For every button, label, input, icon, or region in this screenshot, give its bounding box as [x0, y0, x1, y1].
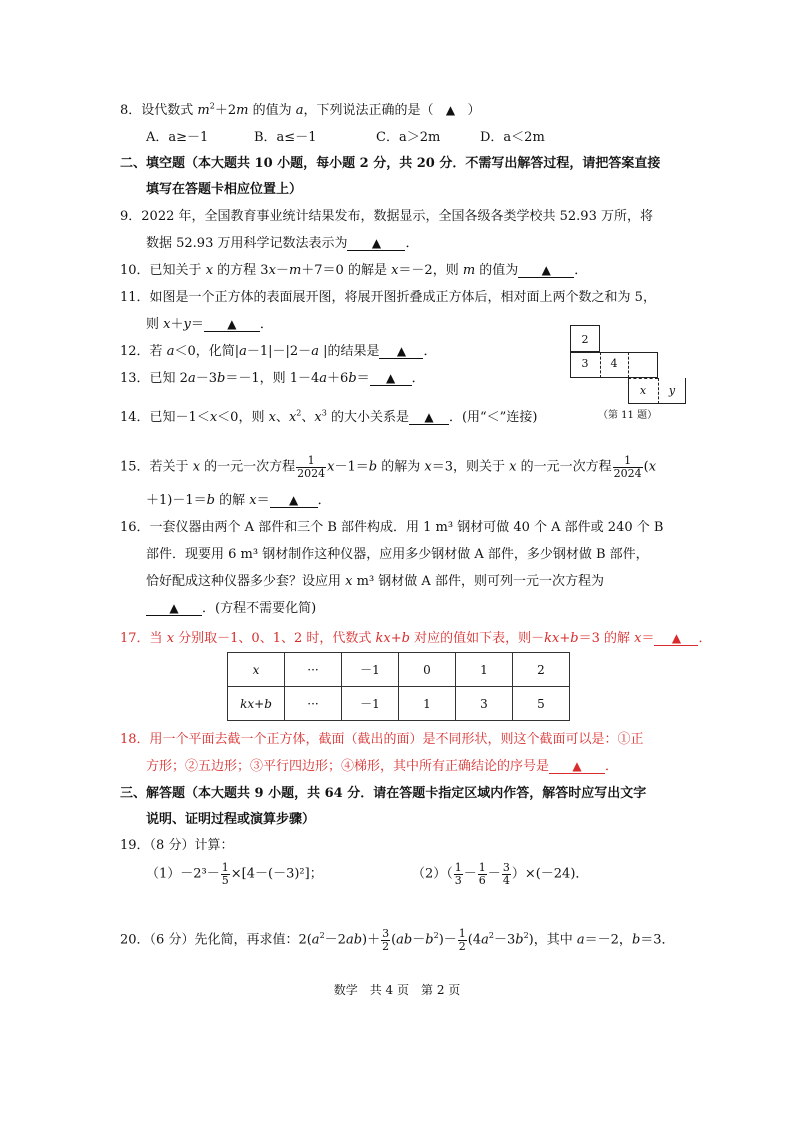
table-row [228, 687, 570, 721]
q9-line2: 数据 52.93 万用科学记数法表示为 ▲ ． [146, 236, 419, 251]
net-fold-line [600, 352, 601, 378]
q19-part1: （1）－2³－ $\frac{1}{5}$ ×[4－(－3)²]； [146, 861, 323, 887]
q20-line: 20．（6 分）先化简，再求值：$2(a^2-2ab)+$ $\frac{3}{2}$ $(ab-b^2)-$ $\frac{1}{2}$ $(4a^2-3b^2)$，其中 a＝－2，b＝3． [120, 927, 675, 953]
answer-blank: ▲ [654, 632, 698, 646]
q16-line1: 16．一套仪器由两个 A 部件和三个 B 部件构成．用 1 m³ 钢材可做 40 个 A 部件或 240 个 B [120, 520, 664, 535]
q12-line: 12．若 a＜0，化简|a－1|－|2－a |的结果是 ▲ ． [120, 344, 437, 359]
net-fold-line [628, 352, 629, 378]
net-cell-4: 4 [610, 357, 618, 370]
q11-line1: 11．如图是一个正方体的表面展开图，将展开图折叠成正方体后，相对面上两个数之和为 5， [120, 290, 656, 305]
table-cell: 3 [456, 687, 513, 721]
q19-part2: （2）（ $\frac{1}{3}$ － $\frac{1}{6}$ － $\frac{3}{4}$ ）×(－24)． [412, 861, 589, 887]
table-cell: 5 [513, 687, 570, 721]
section2-title: 二、填空题（本大题共 10 小题，每小题 2 分，共 20 分．不需写出解答过程，请把答案直接 [120, 156, 661, 171]
answer-blank: ▲ [370, 372, 412, 386]
q15-line1: 15．若关于 x 的一元一次方程 $\frac{1}{2024}$ x－1＝b 的解为 x＝3，则关于 x 的一元一次方程 $\frac{1}{2024}$ (x [120, 454, 657, 480]
answer-blank: ▲ [379, 345, 423, 359]
fraction: $\frac{1}{5}$ [221, 861, 229, 887]
net-cell-x: x [639, 384, 647, 397]
q8-stem: 8．设代数式 $m^2+2m$ 的值为 a，下列说法正确的是（ ▲ ） [120, 101, 481, 118]
table-cell: 1 [399, 687, 456, 721]
q18-line1: 18．用一个平面去截一个正方体，截面（截出的面）是不同形状，则这个截面可以是：①正 [120, 732, 644, 747]
table-cell: 2 [513, 653, 570, 687]
section3-title: 三、解答题（本大题共 9 小题，共 64 分．请在答题卡指定区域内作答，解答时应写出文字 [120, 786, 647, 801]
q14-line: 14．已知－1＜x＜0，则 x、$x^2$、$x^3$ 的大小关系是 ▲ ．(用“＜”连接) [120, 408, 538, 425]
figure-caption: （第 11 题） [598, 410, 658, 421]
q8-option-b: B．a≤－1 [254, 130, 317, 145]
q16-line3: 恰好配成这种仪器多少套？设应用 x m³ 钢材做 A 部件，则可列一元一次方程为 [146, 574, 604, 589]
table-cell: 0 [399, 653, 456, 687]
answer-blank: ▲ [347, 237, 405, 251]
q10-line: 10．已知关于 x 的方程 3x－m＋7＝0 的解是 x＝－2，则 m 的值为 ▲ ． [120, 263, 588, 278]
q13-line: 13．已知 2a－3b＝－1，则 1－4a＋6b＝ ▲ ． [120, 371, 425, 386]
q16-line2: 部件．现要用 6 m³ 钢材制作这种仪器，应用多少钢材做 A 部件，多少钢材做 B 部件， [146, 547, 649, 562]
answer-blank: ▲ [204, 318, 260, 332]
q19-title: 19．（8 分）计算： [120, 838, 234, 853]
fraction: $\frac{1}{3}$ [454, 861, 462, 887]
values-table [227, 652, 570, 721]
fraction: $\frac{1}{6}$ [478, 861, 486, 887]
page-footer: 数学 共 4 页 第 2 页 [333, 983, 461, 997]
q8-option-c: C．a＞2m [376, 130, 441, 145]
table-cell: 1 [456, 653, 513, 687]
answer-mark: ▲ [445, 103, 456, 117]
section3-title-cont: 说明、证明过程或演算步骤） [146, 812, 316, 827]
net-cell-3: 3 [581, 357, 589, 370]
section2-title-cont: 填写在答题卡相应位置上） [146, 182, 303, 197]
answer-blank: ▲ [518, 264, 574, 278]
q15-line2: ＋1)－1＝b 的解 x＝ ▲ ． [146, 493, 331, 508]
fraction: $\frac{1}{2024}$ [613, 454, 642, 480]
table-cell: ··· [285, 653, 342, 687]
net-cell-y: y [668, 384, 676, 397]
net-cell-2: 2 [570, 325, 600, 352]
fraction: $\frac{1}{2024}$ [297, 454, 326, 480]
table-cell: ··· [285, 687, 342, 721]
answer-blank: ▲ [549, 760, 605, 774]
table-cell: －1 [342, 687, 399, 721]
fraction: $\frac{1}{2}$ [458, 927, 466, 953]
answer-blank: ▲ [270, 494, 318, 508]
cube-net-figure [570, 325, 690, 405]
q16-line4: ▲ ．(方程不需要化简) [146, 602, 316, 616]
q17-line: 17．当 x 分别取－1、0、1、2 时，代数式 kx+b 对应的值如下表，则－kx+b＝3 的解 x＝ ▲ ． [120, 631, 712, 646]
q9-line1: 9．2022 年，全国教育事业统计结果发布，数据显示，全国各级各类学校共 52.93 万所，将 [120, 209, 653, 224]
q8-option-a: A．a≥－1 [146, 130, 209, 145]
table-cell: kx+b [228, 687, 285, 721]
table-cell: x [228, 653, 285, 687]
q11-line2: 则 x＋y＝ ▲ ． [146, 317, 273, 332]
answer-blank: ▲ [146, 602, 202, 616]
table-row [228, 653, 570, 687]
fraction: $\frac{3}{2}$ [382, 927, 390, 953]
answer-blank: ▲ [409, 411, 449, 425]
table-cell: －1 [342, 653, 399, 687]
q8-option-d: D．a＜2m [480, 130, 545, 145]
fraction: $\frac{3}{4}$ [502, 861, 510, 887]
q18-line2: 方形；②五边形；③平行四边形；④梯形，其中所有正确结论的序号是 ▲ ． [146, 759, 619, 774]
